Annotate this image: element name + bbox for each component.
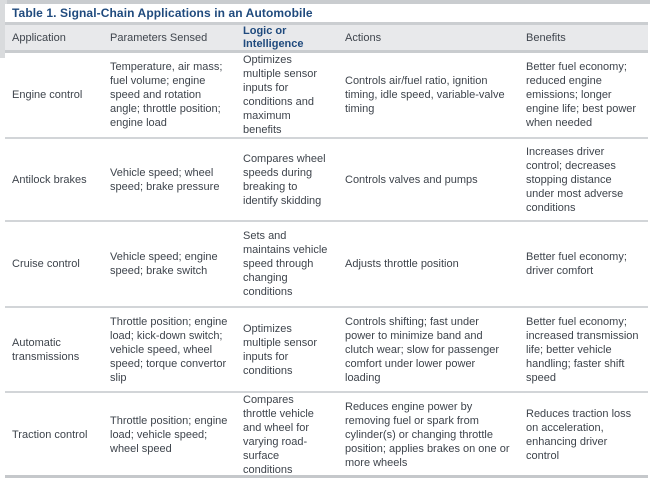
cell-benefits: Reduces traction loss on acceleration, enhancing driver control	[526, 408, 632, 462]
cell-actions: Controls valves and pumps	[345, 173, 478, 186]
table-row	[5, 222, 648, 308]
table-row	[5, 139, 648, 222]
cell-actions: Adjusts throttle position	[345, 258, 459, 270]
cell-logic-or-intelligence: Sets and maintains vehicle speed through changing conditions	[243, 230, 328, 298]
cell-parameters-sensed: Throttle position; engine load; kick-down switch; vehicle speed, wheel speed; torque convertor slip	[110, 315, 228, 384]
cell-benefits: Better fuel economy; increased transmission life; better vehicle handling; faster shift speed	[526, 315, 639, 384]
column-header-benefits: Benefits	[526, 31, 566, 44]
column-header-actions: Actions	[345, 31, 382, 44]
column-header-application: Application	[12, 31, 66, 44]
cell-parameters-sensed: Vehicle speed; engine speed; brake switch	[110, 251, 218, 277]
cell-benefits: Increases driver control; decreases stopping distance under most adverse conditions	[526, 145, 624, 214]
column-header-logic-or-intelligence: Logic or Intelligence	[243, 25, 304, 50]
cell-application: Engine control	[12, 89, 83, 101]
table-row	[5, 393, 648, 478]
cell-logic-or-intelligence: Optimizes multiple sensor inputs for conditions	[243, 322, 317, 377]
table-row	[5, 308, 648, 393]
cell-application: Traction control	[12, 429, 88, 441]
cell-actions: Controls shifting; fast under power to minimize band and clutch wear; slow for passenger comfort under lower power loading	[345, 315, 500, 384]
signal-chain-table	[5, 4, 648, 478]
cell-logic-or-intelligence: Compares throttle vehicle and wheel for varying road-surface conditions	[243, 394, 314, 476]
cell-application: Automatic transmissions	[12, 336, 80, 363]
column-header-parameters-sensed: Parameters Sensed	[110, 31, 208, 44]
cell-parameters-sensed: Vehicle speed; wheel speed; brake pressure	[110, 166, 220, 193]
cell-benefits: Better fuel economy; reduced engine emissions; longer engine life; best power when needed	[526, 61, 637, 129]
cell-parameters-sensed: Temperature, air mass; fuel volume; engine speed and rotation angle; throttle position; engine load	[110, 61, 223, 129]
cell-benefits: Better fuel economy; driver comfort	[526, 251, 627, 277]
cell-application: Antilock brakes	[12, 173, 87, 186]
table-title-row	[5, 4, 648, 25]
cell-actions: Reduces engine power by removing fuel or spark from cylinder(s) or changing throttle position; applies brakes on one or more wheels	[345, 401, 510, 469]
cell-logic-or-intelligence: Compares wheel speeds during breaking to identify skidding	[243, 152, 326, 207]
table-header-row	[5, 25, 648, 53]
cell-parameters-sensed: Throttle position; engine load; vehicle speed; wheel speed	[110, 415, 228, 455]
cell-application: Cruise control	[12, 258, 80, 270]
cell-logic-or-intelligence: Optimizes multiple sensor inputs for conditions and maximum benefits	[243, 54, 317, 136]
table-title: Table 1. Signal-Chain Applications in an Automobile	[12, 6, 313, 20]
cell-actions: Controls air/fuel ratio, ignition timing, idle speed, variable-valve timing	[345, 75, 505, 115]
table-row	[5, 53, 648, 139]
